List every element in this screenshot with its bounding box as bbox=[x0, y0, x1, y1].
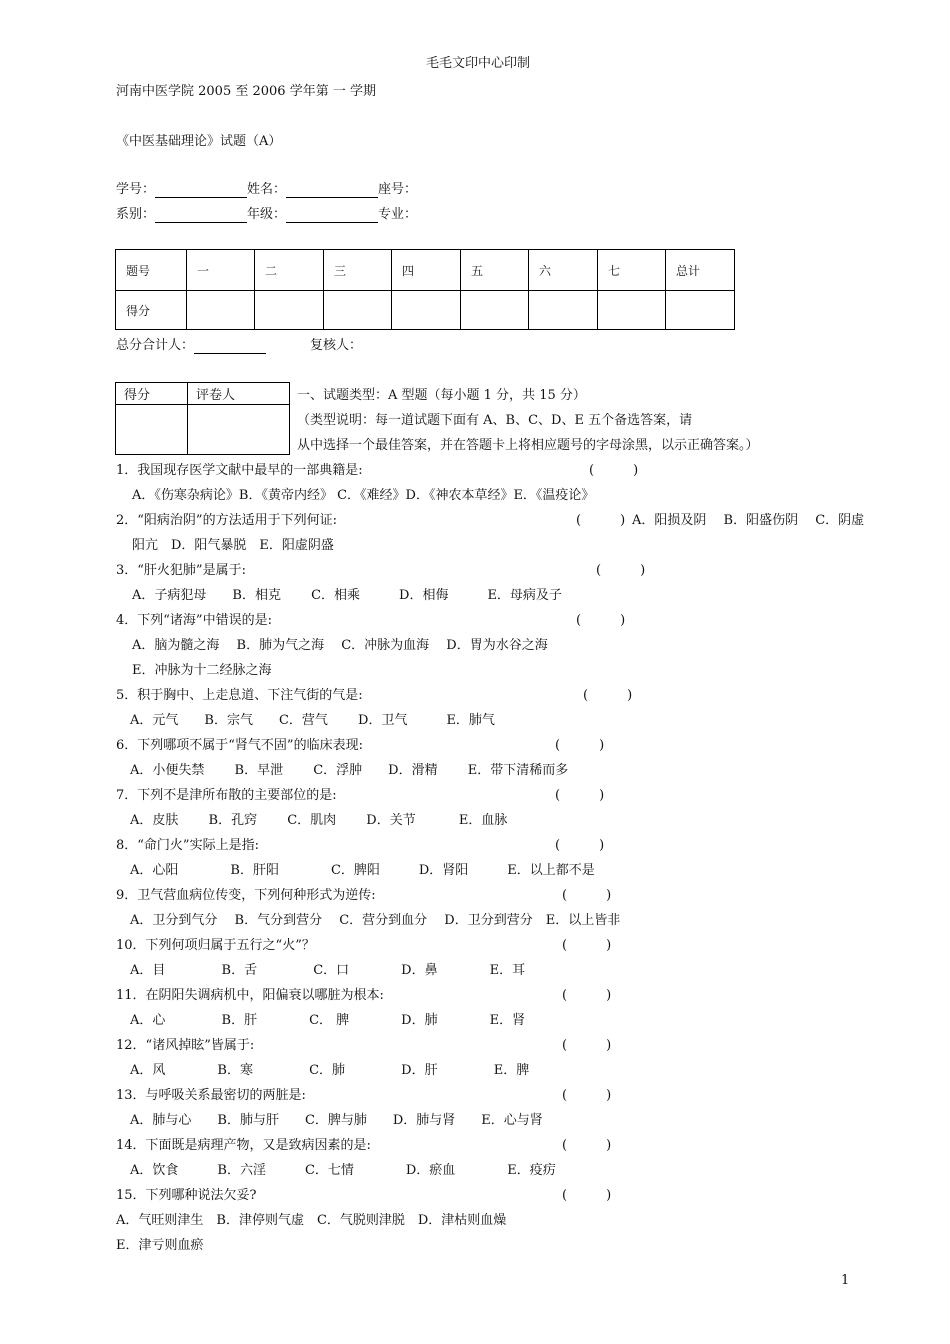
name-label: 姓名： bbox=[247, 182, 287, 197]
score-input-cell[interactable] bbox=[392, 291, 461, 330]
school-term-line: 河南中医学院 2005 至 2006 学年第 一 学期 bbox=[116, 84, 376, 99]
options-9: A．卫分到气分 B．气分到营分 C．营分到血分 D．卫分到营分 E．以上皆非 bbox=[130, 913, 621, 928]
question-15: 15．下列哪种说法欠妥? bbox=[116, 1188, 257, 1203]
question-13: 13．与呼吸关系最密切的两脏是: bbox=[116, 1088, 306, 1103]
major-label: 专业： bbox=[378, 207, 418, 222]
answer-paren[interactable]: ( ) bbox=[596, 563, 646, 578]
question-10: 10．下列何项归属于五行之“火”？ bbox=[116, 938, 315, 953]
question-5: 5．积于胸中、上走息道、下注气街的气是: bbox=[116, 688, 363, 703]
grade-label: 年级： bbox=[247, 207, 287, 222]
section-title: 一、试题类型：A 型题（每小题 1 分，共 15 分） bbox=[297, 388, 586, 403]
score-input-cell[interactable] bbox=[598, 291, 666, 330]
options-4-cont: E．冲脉为十二经脉之海 bbox=[132, 663, 272, 678]
answer-paren[interactable]: ( ) bbox=[562, 1188, 612, 1203]
department-label: 系别： bbox=[116, 207, 156, 222]
grader-score-label: 得分 bbox=[116, 383, 188, 405]
grader-score-cell[interactable] bbox=[116, 405, 188, 455]
options-15: A．气旺则津生 B．津停则气虚 C．气脱则津脱 D．津枯则血燥 bbox=[116, 1213, 507, 1228]
score-input-cell[interactable] bbox=[529, 291, 598, 330]
question-4: 4．下列“诸海”中错误的是: bbox=[116, 613, 272, 628]
question-14: 14．下面既是病理产物，又是致病因素的是: bbox=[116, 1138, 371, 1153]
options-4: A．脑为髓之海 B．肺为气之海 C．冲脉为血海 D．胃为水谷之海 bbox=[132, 638, 548, 653]
score-header-cell: 七 bbox=[598, 250, 666, 291]
department-field[interactable] bbox=[155, 210, 247, 223]
options-15-cont: E．津亏则血瘀 bbox=[116, 1238, 204, 1253]
score-header-cell: 六 bbox=[529, 250, 598, 291]
score-input-cell[interactable] bbox=[187, 291, 255, 330]
answer-paren[interactable]: ( ) bbox=[562, 1088, 612, 1103]
options-6: A．小便失禁 B．早泄 C．浮肿 D．滑精 E．带下清稀而多 bbox=[130, 763, 569, 778]
page-number: 1 bbox=[841, 1273, 850, 1288]
score-input-cell[interactable] bbox=[461, 291, 529, 330]
name-field[interactable] bbox=[286, 185, 378, 198]
grader-name-label: 评卷人 bbox=[188, 383, 290, 405]
options-10: A．目 B．舌 C．口 D．鼻 E．耳 bbox=[130, 963, 526, 978]
score-header-cell: 题号 bbox=[116, 250, 187, 291]
options-3: A．子病犯母 B．相克 C．相乘 D．相侮 E．母病及子 bbox=[132, 588, 562, 603]
exam-title: 《中医基础理论》试题（A） bbox=[116, 134, 282, 149]
student-info-row-2 bbox=[116, 207, 417, 223]
question-3: 3．“肝火犯肺”是属于: bbox=[116, 563, 246, 578]
answer-paren[interactable]: ( ) bbox=[562, 1038, 612, 1053]
answer-paren[interactable]: ( ) bbox=[583, 688, 633, 703]
options-13: A．肺与心 B．肺与肝 C．脾与肺 D．肺与肾 E．心与肾 bbox=[130, 1113, 543, 1128]
question-11: 11．在阴阳失调病机中，阳偏衰以哪脏为根本: bbox=[116, 988, 384, 1003]
score-input-cell[interactable] bbox=[666, 291, 735, 330]
options-2-inline: A．阳损及阴 B．阳盛伤阴 C．阴虚 bbox=[632, 513, 865, 528]
score-header-cell: 一 bbox=[187, 250, 255, 291]
question-12: 12．“诸风掉眩”皆属于: bbox=[116, 1038, 255, 1053]
answer-paren[interactable]: ( ) bbox=[562, 1138, 612, 1153]
score-header-cell: 五 bbox=[461, 250, 529, 291]
score-header-cell: 二 bbox=[255, 250, 324, 291]
total-adder-field[interactable] bbox=[194, 341, 266, 354]
options-1: A．《伤寒杂病论》B．《黄帝内经》 C．《难经》D．《神农本草经》E．《温疫论》 bbox=[132, 488, 595, 503]
student-no-field[interactable] bbox=[155, 185, 247, 198]
reviewer-label: 复核人： bbox=[310, 338, 363, 353]
answer-paren[interactable]: ( ) bbox=[555, 738, 605, 753]
options-11: A．心 B．肝 C． 脾 D．肺 E．肾 bbox=[130, 1013, 526, 1028]
answer-paren[interactable]: ( ) bbox=[562, 988, 612, 1003]
answer-paren[interactable]: ( ) bbox=[576, 613, 626, 628]
question-6: 6．下列哪项不属于“肾气不固”的临床表现: bbox=[116, 738, 363, 753]
totals-line bbox=[116, 338, 362, 354]
student-no-label: 学号： bbox=[116, 182, 156, 197]
score-row-label: 得分 bbox=[116, 291, 187, 330]
score-table bbox=[115, 249, 735, 330]
question-1: 1．我国现存医学文献中最早的一部典籍是: bbox=[116, 463, 363, 478]
grader-name-cell[interactable] bbox=[188, 405, 290, 455]
options-14: A．饮食 B．六淫 C．七情 D．瘀血 E．疫疠 bbox=[130, 1163, 556, 1178]
score-header-cell: 总计 bbox=[666, 250, 735, 291]
grade-field[interactable] bbox=[286, 210, 378, 223]
score-header-cell: 四 bbox=[392, 250, 461, 291]
question-8: 8．“命门火”实际上是指: bbox=[116, 838, 259, 853]
section-note-2: 从中选择一个最佳答案，并在答题卡上将相应题号的字母涂黑，以示正确答案。） bbox=[297, 438, 759, 453]
total-adder-label: 总分合计人： bbox=[116, 338, 195, 353]
question-2: 2．“阳病治阴”的方法适用于下列何证: bbox=[116, 513, 337, 528]
question-7: 7．下列不是津所布散的主要部位的是: bbox=[116, 788, 337, 803]
student-info-row-1 bbox=[116, 182, 417, 198]
score-input-cell[interactable] bbox=[255, 291, 324, 330]
options-5: A．元气 B．宗气 C．营气 D．卫气 E．肺气 bbox=[130, 713, 495, 728]
answer-paren[interactable]: ( ) bbox=[555, 788, 605, 803]
score-input-cell[interactable] bbox=[324, 291, 392, 330]
question-9: 9．卫气营血病位传变，下列何种形式为逆传: bbox=[116, 888, 376, 903]
seat-label: 座号： bbox=[378, 182, 418, 197]
options-7: A．皮肤 B．孔窍 C．肌肉 D．关节 E．血脉 bbox=[130, 813, 508, 828]
answer-paren[interactable]: ( ) bbox=[589, 463, 639, 478]
answer-paren[interactable]: ( ) bbox=[562, 938, 612, 953]
grader-table bbox=[115, 382, 290, 455]
options-8: A．心阳 B．肝阳 C．脾阳 D．肾阳 E．以上都不是 bbox=[130, 863, 595, 878]
section-note-1: （类型说明：每一道试题下面有 A、B、C、D、E 五个备选答案，请 bbox=[297, 413, 693, 428]
options-12: A．风 B．寒 C．肺 D．肝 E．脾 bbox=[130, 1063, 530, 1078]
answer-paren[interactable]: ( ) bbox=[576, 513, 626, 528]
page-header: 毛毛文印中心印制 bbox=[426, 56, 531, 71]
answer-paren[interactable]: ( ) bbox=[562, 888, 612, 903]
score-header-cell: 三 bbox=[324, 250, 392, 291]
options-2: 阳亢 D．阳气暴脱 E．阳虚阴盛 bbox=[132, 538, 334, 553]
answer-paren[interactable]: ( ) bbox=[555, 838, 605, 853]
